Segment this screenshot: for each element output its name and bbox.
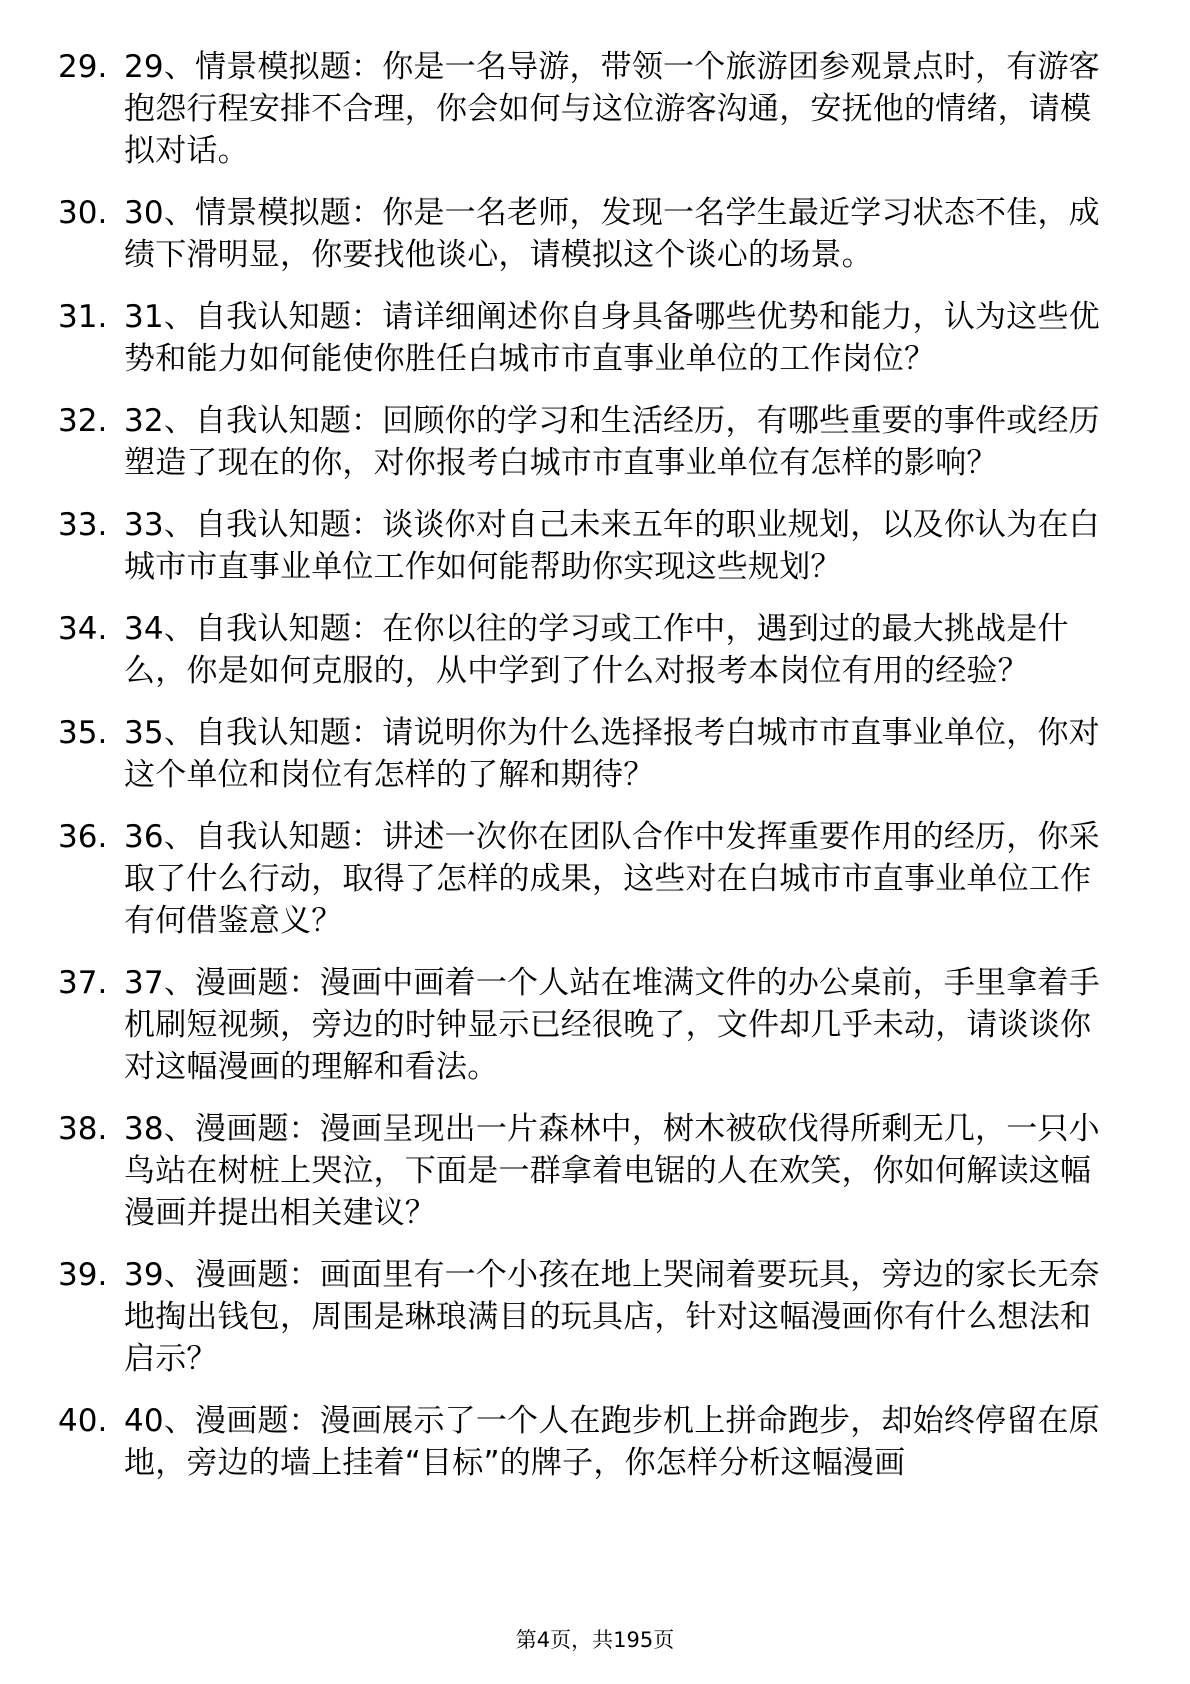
question-item — [0, 962, 1190, 1088]
question-item — [0, 712, 1190, 796]
question-number: 39. — [58, 1257, 108, 1293]
question-text: 36、自我认知题：讲述一次你在团队合作中发挥重要作用的经历，你采取了什么行动，取得了怎样的成果，这些对在白城市市直事业单位工作有何借鉴意义？ — [124, 819, 1100, 939]
question-item — [0, 400, 1190, 484]
question-number: 37. — [58, 965, 108, 1001]
question-list — [0, 46, 1190, 1504]
question-number: 30. — [58, 195, 108, 231]
question-text: 33、自我认知题：谈谈你对自己未来五年的职业规划，以及你认为在白城市市直事业单位工作如何能帮助你实现这些规划？ — [124, 507, 1100, 585]
question-text: 35、自我认知题：请说明你为什么选择报考白城市市直事业单位，你对这个单位和岗位有怎样的了解和期待？ — [124, 715, 1100, 793]
question-number: 36. — [58, 819, 108, 855]
question-text: 38、漫画题：漫画呈现出一片森林中，树木被砍伐得所剩无几，一只小鸟站在树桩上哭泣，下面是一群拿着电锯的人在欢笑，你如何解读这幅漫画并提出相关建议？ — [124, 1111, 1100, 1231]
question-number: 34. — [58, 611, 108, 647]
question-text: 40、漫画题：漫画展示了一个人在跑步机上拼命跑步，却始终停留在原地，旁边的墙上挂着“目标”的牌子，你怎样分析这幅漫画 — [124, 1403, 1100, 1481]
question-number: 32. — [58, 403, 108, 439]
question-number: 35. — [58, 715, 108, 751]
question-text: 32、自我认知题：回顾你的学习和生活经历，有哪些重要的事件或经历塑造了现在的你，对你报考白城市市直事业单位有怎样的影响？ — [124, 403, 1100, 481]
question-item — [0, 192, 1190, 276]
question-item — [0, 1108, 1190, 1234]
question-text: 37、漫画题：漫画中画着一个人站在堆满文件的办公桌前，手里拿着手机刷短视频，旁边的时钟显示已经很晚了，文件却几乎未动，请谈谈你对这幅漫画的理解和看法。 — [124, 965, 1100, 1085]
question-item — [0, 296, 1190, 380]
question-number: 29. — [58, 49, 108, 85]
question-number: 40. — [58, 1403, 108, 1439]
question-item — [0, 46, 1190, 172]
question-text: 30、情景模拟题：你是一名老师，发现一名学生最近学习状态不佳，成绩下滑明显，你要找他谈心，请模拟这个谈心的场景。 — [124, 195, 1100, 273]
question-item — [0, 608, 1190, 692]
question-item — [0, 816, 1190, 942]
page-footer: 第4页，共195页 — [515, 1628, 675, 1652]
question-number: 38. — [58, 1111, 108, 1147]
question-text: 34、自我认知题：在你以往的学习或工作中，遇到过的最大挑战是什么，你是如何克服的，从中学到了什么对报考本岗位有用的经验？ — [124, 611, 1069, 689]
question-item — [0, 1400, 1190, 1484]
question-text: 39、漫画题：画面里有一个小孩在地上哭闹着要玩具，旁边的家长无奈地掏出钱包，周围是琳琅满目的玩具店，针对这幅漫画你有什么想法和启示？ — [124, 1257, 1100, 1377]
question-number: 31. — [58, 299, 108, 335]
question-text: 31、自我认知题：请详细阐述你自身具备哪些优势和能力，认为这些优势和能力如何能使你胜任白城市市直事业单位的工作岗位？ — [124, 299, 1100, 377]
question-text: 29、情景模拟题：你是一名导游，带领一个旅游团参观景点时，有游客抱怨行程安排不合理，你会如何与这位游客沟通，安抚他的情绪，请模拟对话。 — [124, 49, 1100, 169]
question-item — [0, 1254, 1190, 1380]
question-item — [0, 504, 1190, 588]
question-number: 33. — [58, 507, 108, 543]
